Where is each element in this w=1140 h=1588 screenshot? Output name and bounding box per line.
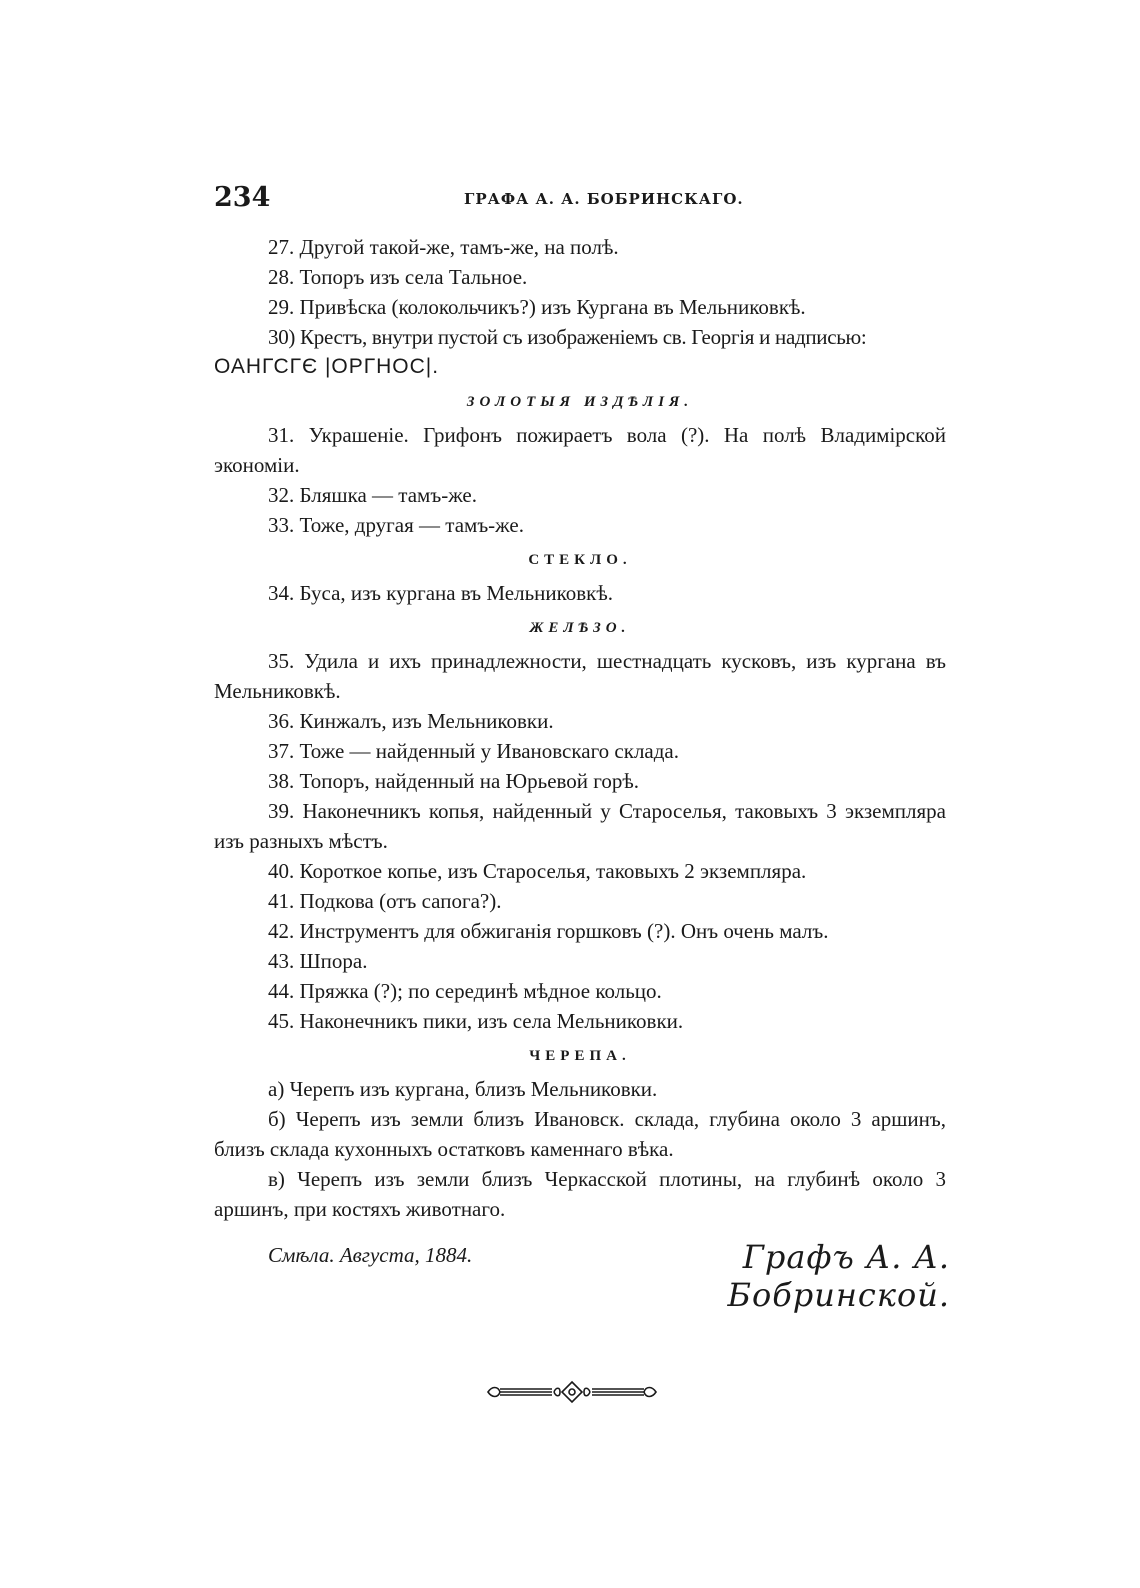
entry-27: 27. Другой такой-же, тамъ-же, на полѣ.: [268, 235, 619, 259]
entry-38: 38. Топоръ, найденный на Юрьевой горѣ.: [268, 769, 640, 793]
entry-skull-b: б) Черепъ изъ земли близъ Ивановск. склада, глубина около 3 аршинъ, близъ склада кухонныхъ остатковъ каменнаго вѣка.: [214, 1107, 946, 1161]
entry-39: 39. Наконечникъ копья, найденный у Староселья, таковыхъ 3 экземпляра изъ разныхъ мѣстъ.: [214, 799, 946, 853]
entry-34: 34. Буса, изъ кургана въ Мельниковкѣ.: [268, 581, 614, 605]
section-title-iron: ЖЕЛѢЗО.: [529, 620, 631, 636]
section-title-gold: ЗОЛОТЫЯ ИЗДѢЛІЯ.: [466, 394, 694, 410]
entry-45: 45. Наконечникъ пики, изъ села Мельниковки.: [268, 1009, 684, 1033]
page-body: [214, 232, 946, 1270]
entry-42: 42. Инструментъ для обжиганія горшковъ (?). Онъ очень малъ.: [268, 919, 829, 943]
author-signature: Графъ А. А. Бобринской.: [727, 1238, 950, 1314]
entry-40: 40. Короткое копье, изъ Староселья, таковыхъ 2 экземпляра.: [268, 859, 807, 883]
entry-skull-a: а) Черепъ изъ кургана, близъ Мельниковки.: [268, 1077, 658, 1101]
entry-skull-c: в) Черепъ изъ земли близъ Черкасской плотины, на глубинѣ около 3 аршинъ, при костяхъ животнаго.: [214, 1167, 946, 1221]
page-header: [214, 182, 946, 218]
entry-29: 29. Привѣска (колокольчикъ?) изъ Кургана въ Мельниковкѣ.: [268, 295, 806, 319]
cross-inscription: ОАНГСГЄ |ОРГНОС|.: [214, 355, 440, 378]
entry-35: 35. Удила и ихъ принадлежности, шестнадцать кусковъ, изъ кургана въ Мельниковкѣ.: [214, 649, 946, 703]
entry-31: 31. Украшеніе. Грифонъ пожираетъ вола (?). На полѣ Владимірской экономіи.: [214, 423, 946, 477]
dateline: Смѣла. Августа, 1884.: [268, 1243, 473, 1267]
entry-32: 32. Бляшка — тамъ-же.: [268, 483, 477, 507]
entry-41: 41. Подкова (отъ сапога?).: [268, 889, 502, 913]
entry-36: 36. Кинжалъ, изъ Мельниковки.: [268, 709, 554, 733]
section-title-skulls: ЧЕРЕПА.: [529, 1048, 631, 1064]
running-title: ГРАФА А. А. БОБРИНСКАГО.: [464, 190, 744, 208]
entry-43: 43. Шпора.: [268, 949, 368, 973]
entry-30: 30) Крестъ, внутри пустой съ изображеніемъ св. Георгія и надписью:: [268, 325, 867, 349]
entry-28: 28. Топоръ изъ села Тальное.: [268, 265, 528, 289]
section-title-glass: СТЕКЛО.: [528, 552, 632, 568]
end-ornament-icon: [482, 1380, 662, 1404]
page-number: 234: [214, 182, 271, 213]
entry-33: 33. Тоже, другая — тамъ-же.: [268, 513, 524, 537]
entry-44: 44. Пряжка (?); по серединѣ мѣдное кольцо.: [268, 979, 662, 1003]
entry-37: 37. Тоже — найденный у Ивановскаго склада.: [268, 739, 680, 763]
